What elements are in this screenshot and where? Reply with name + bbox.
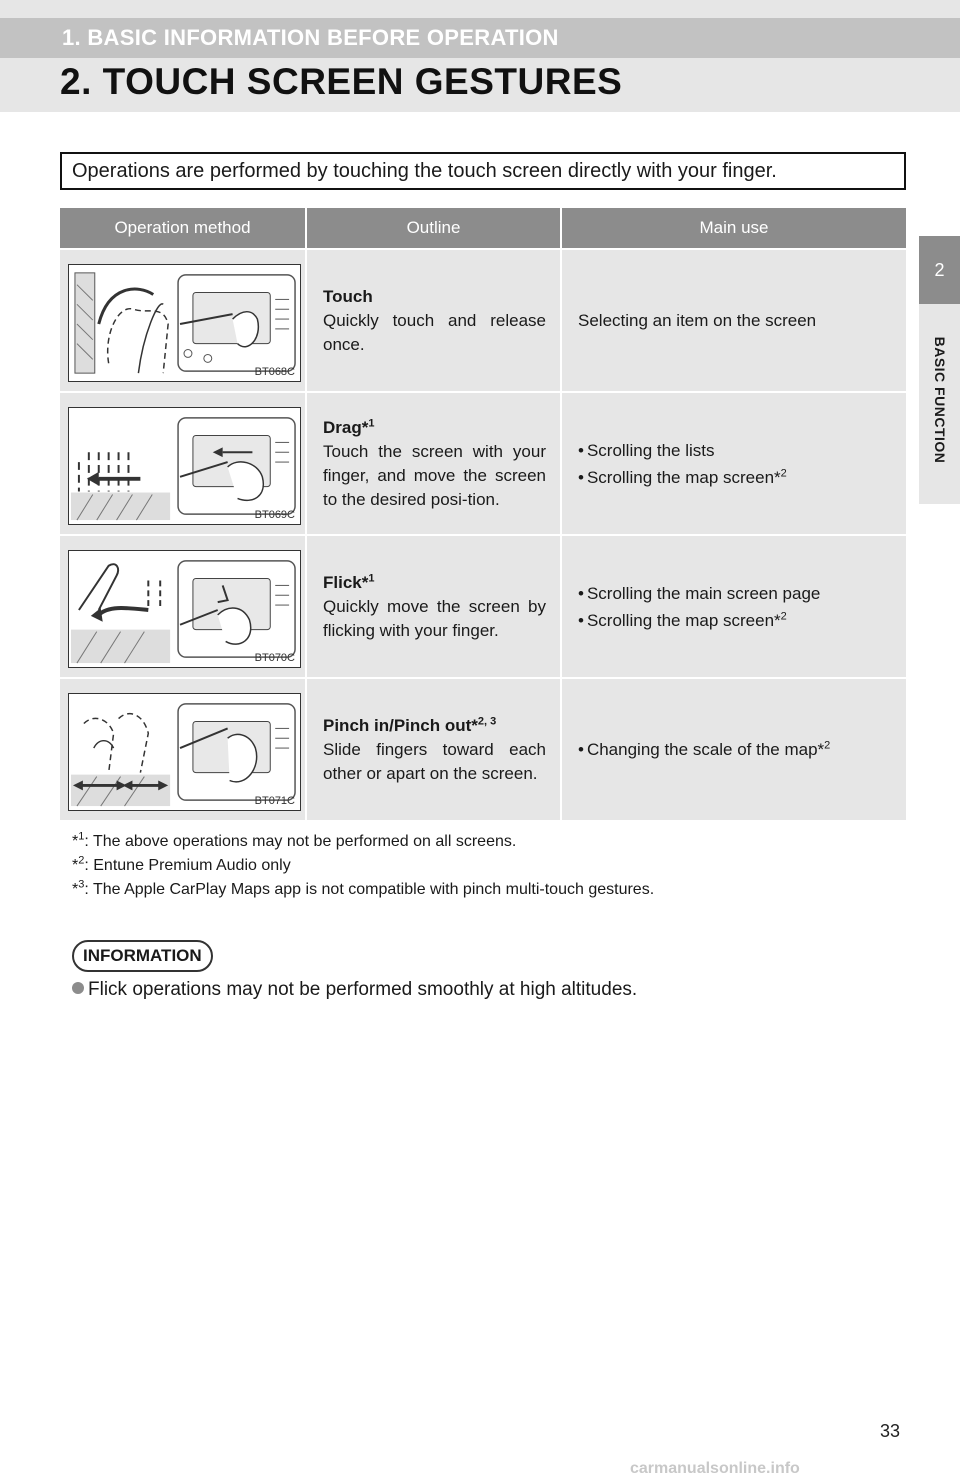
- header-operation-method: Operation method: [60, 208, 307, 248]
- chapter-tab-text: BASIC FUNCTION: [931, 336, 948, 464]
- section-title: 1. BASIC INFORMATION BEFORE OPERATION: [62, 25, 559, 50]
- page-number: 33: [880, 1421, 901, 1441]
- main-use-cell: [562, 679, 906, 820]
- operation-cell: [60, 393, 307, 534]
- figure-code: BT071C: [254, 795, 295, 807]
- bullet-dot-icon: [72, 982, 84, 994]
- outline-cell: [307, 679, 562, 820]
- header-outline: Outline: [307, 208, 562, 248]
- footnote-1: *$^1$: The above operations may not be performed on all screens.: [72, 830, 517, 850]
- figure-code: BT068C: [254, 366, 295, 378]
- outline-cell: [307, 393, 562, 534]
- operation-description: Quickly touch and release once.: [323, 310, 546, 354]
- operation-cell: [60, 679, 307, 820]
- main-use-item: • Scrolling the map screen*$^2$: [578, 464, 892, 491]
- operation-description: Quickly move the screen by flicking with your finger.: [323, 596, 546, 640]
- main-use-item: • Changing the scale of the map*$^2$: [578, 736, 892, 763]
- footnotes: [72, 830, 654, 902]
- information-label: INFORMATION: [72, 940, 213, 972]
- touch-gesture-illustration: [68, 264, 301, 382]
- main-use-item: • Scrolling the lists: [578, 437, 892, 464]
- operation-cell: [60, 536, 307, 677]
- watermark: carmanualsonline.info: [630, 1460, 800, 1477]
- operation-description: Slide fingers toward each other or apart on the screen.: [323, 739, 546, 783]
- figure-code: BT070C: [254, 652, 295, 664]
- footnote-3: *$^3$: The Apple CarPlay Maps app is not compatible with pinch multi-touch gestures.: [72, 878, 655, 898]
- operation-name: Drag*$^1$: [323, 416, 375, 437]
- table-row-pinch: [60, 677, 906, 820]
- gestures-table: [60, 208, 906, 820]
- operation-name: Pinch in/Pinch out*$^{2, 3}$: [323, 714, 497, 735]
- table-row-touch: [60, 248, 906, 391]
- table-header: [60, 208, 906, 248]
- chapter-tab-label: [919, 304, 960, 504]
- main-use-item: • Scrolling the map screen*$^2$: [578, 607, 892, 634]
- information-item: Flick operations may not be performed smoothly at high altitudes.: [72, 977, 637, 1003]
- chapter-tab-number: 2: [919, 236, 960, 304]
- outline-cell: [307, 250, 562, 391]
- main-use-item: • Scrolling the main screen page: [578, 580, 892, 607]
- page-title: 2. TOUCH SCREEN GESTURES: [60, 61, 623, 102]
- flick-gesture-illustration: [68, 550, 301, 668]
- footnote-2: *$^2$: Entune Premium Audio only: [72, 854, 291, 874]
- main-use-text: Selecting an item on the screen: [578, 311, 817, 330]
- outline-cell: [307, 536, 562, 677]
- header-main-use: Main use: [699, 218, 769, 237]
- main-use-cell: [562, 536, 906, 677]
- pinch-gesture-illustration: [68, 693, 301, 811]
- drag-gesture-illustration: [68, 407, 301, 525]
- main-use-cell: [562, 393, 906, 534]
- table-row-flick: [60, 534, 906, 677]
- operation-description: Touch the screen with your finger, and move the screen to the desired posi-tion.: [323, 441, 546, 509]
- operation-name: Touch: [323, 286, 373, 306]
- figure-code: BT069C: [254, 509, 295, 521]
- operation-name: Flick*$^1$: [323, 571, 375, 592]
- main-use-cell: [562, 250, 906, 391]
- intro-box: Operations are performed by touching the touch screen directly with your finger.: [60, 152, 906, 190]
- table-row-drag: [60, 391, 906, 534]
- operation-cell: [60, 250, 307, 391]
